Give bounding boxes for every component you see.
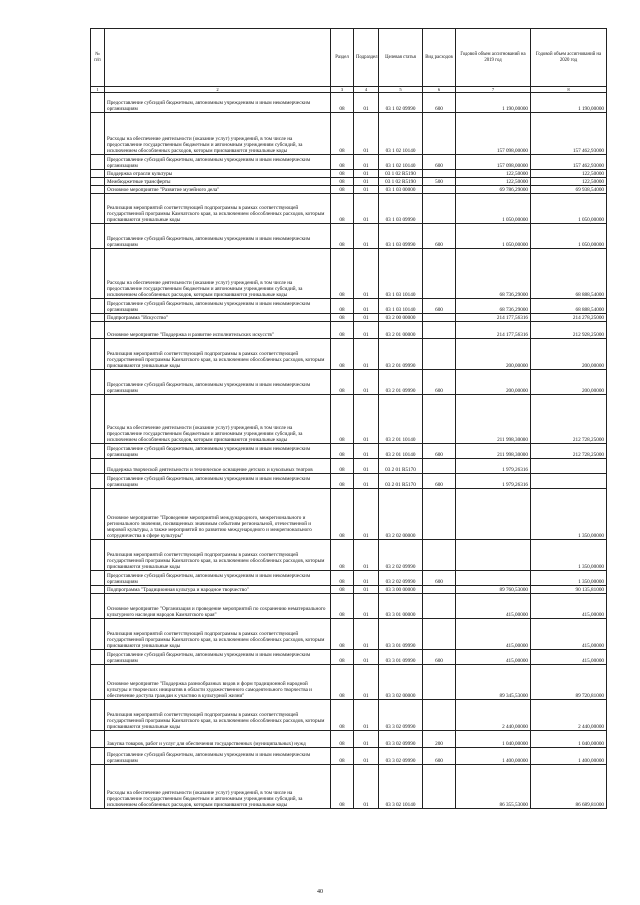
row-name-cell: Основное мероприятие "Поддержка разнообразных видов и форм традиционной народной культуры и творческих инициатив в области художественного самодеятельного творчества и обеспечение доступа граждан к участию в культурной жизни" xyxy=(105,665,331,700)
row-number-cell xyxy=(91,170,105,178)
header-volume-2019: Годовой объем ассигнований на 2019 год xyxy=(456,29,531,87)
row-number-cell xyxy=(91,322,105,339)
row-subsection-cell: 01 xyxy=(354,322,379,339)
row-section-cell: 08 xyxy=(331,93,354,113)
table-row xyxy=(91,765,607,809)
row-volume-2019-cell: 122,50000 xyxy=(456,178,531,186)
row-volume-2019-cell: 69 786,29000 xyxy=(456,186,531,194)
row-volume-2020-cell: 1 040,00000 xyxy=(531,731,607,748)
row-volume-2020-cell: 122,50000 xyxy=(531,170,607,178)
row-name-cell: Поддержка творческой деятельности и техническое оснащение детских и кукольных театров xyxy=(105,459,331,474)
row-target-article-cell: 03 1 02 R5190 xyxy=(379,178,423,186)
table-row xyxy=(91,194,607,224)
row-target-article-cell: 03 2 01 R5170 xyxy=(379,459,423,474)
row-section-cell: 08 xyxy=(331,571,354,586)
row-expense-type-cell xyxy=(423,700,456,731)
row-number-cell xyxy=(91,619,105,650)
row-expense-type-cell xyxy=(423,113,456,155)
row-volume-2019-cell: 415,00000 xyxy=(456,594,531,619)
row-expense-type-cell: 600 xyxy=(423,650,456,665)
row-subsection-cell: 01 xyxy=(354,178,379,186)
table-row xyxy=(91,459,607,474)
table-row xyxy=(91,665,607,700)
row-number-cell xyxy=(91,178,105,186)
row-number-cell xyxy=(91,665,105,700)
table-row xyxy=(91,224,607,249)
row-section-cell: 08 xyxy=(331,322,354,339)
row-volume-2020-cell: 212 728,25000 xyxy=(531,395,607,444)
row-target-article-cell: 03 1 02 R5190 xyxy=(379,170,423,178)
row-expense-type-cell xyxy=(423,194,456,224)
row-name-cell: Подпрограмма "Искусство" xyxy=(105,314,331,322)
row-target-article-cell: 03 3 02 10140 xyxy=(379,765,423,809)
row-target-article-cell: 03 3 01 09990 xyxy=(379,619,423,650)
row-subsection-cell: 01 xyxy=(354,586,379,594)
row-section-cell: 08 xyxy=(331,459,354,474)
row-volume-2020-cell: 1 400,00000 xyxy=(531,748,607,765)
row-subsection-cell: 01 xyxy=(354,459,379,474)
row-target-article-cell: 03 2 02 09990 xyxy=(379,540,423,571)
row-volume-2019-cell: 211 998,30000 xyxy=(456,444,531,459)
row-volume-2019-cell: 1 400,00000 xyxy=(456,748,531,765)
row-volume-2019-cell: 1 050,00000 xyxy=(456,224,531,249)
column-number: 3 xyxy=(331,87,354,93)
row-number-cell xyxy=(91,93,105,113)
table-row xyxy=(91,650,607,665)
row-expense-type-cell xyxy=(423,186,456,194)
row-expense-type-cell xyxy=(423,665,456,700)
row-volume-2019-cell: 1 040,00000 xyxy=(456,731,531,748)
row-name-cell: Расходы на обеспечение деятельности (оказание услуг) учреждений, в том числе на предоставление государственным бюджетным и автономным учреждениям субсидий, за исключением обособленных расходов, которым присваиваются уникальные коды xyxy=(105,249,331,299)
row-target-article-cell: 03 3 02 00000 xyxy=(379,665,423,700)
column-number: 7 xyxy=(456,87,531,93)
row-number-cell xyxy=(91,594,105,619)
column-number: 4 xyxy=(354,87,379,93)
row-section-cell: 08 xyxy=(331,395,354,444)
table-row xyxy=(91,170,607,178)
row-section-cell: 08 xyxy=(331,594,354,619)
row-expense-type-cell: 600 xyxy=(423,571,456,586)
column-number: 1 xyxy=(91,87,105,93)
row-target-article-cell: 03 1 03 09990 xyxy=(379,194,423,224)
row-volume-2020-cell: 214 278,25000 xyxy=(531,314,607,322)
row-volume-2019-cell xyxy=(456,489,531,540)
row-volume-2020-cell: 86 689,81000 xyxy=(531,765,607,809)
row-volume-2019-cell: 1 190,00000 xyxy=(456,93,531,113)
row-section-cell: 08 xyxy=(331,765,354,809)
row-volume-2020-cell: 212 928,25000 xyxy=(531,322,607,339)
row-subsection-cell: 01 xyxy=(354,748,379,765)
row-number-cell xyxy=(91,765,105,809)
row-section-cell: 08 xyxy=(331,194,354,224)
row-section-cell: 08 xyxy=(331,314,354,322)
row-number-cell xyxy=(91,444,105,459)
row-name-cell: Реализация мероприятий соответствующей подпрограммы в рамках соответствующей государственной программы Камчатского края, за исключением обособленных расходов, которым присваиваются уникальные коды xyxy=(105,194,331,224)
row-subsection-cell: 01 xyxy=(354,186,379,194)
header-target-article: Целевая статья xyxy=(379,29,423,87)
row-expense-type-cell xyxy=(423,765,456,809)
row-volume-2020-cell: 69 938,54000 xyxy=(531,186,607,194)
row-target-article-cell: 03 2 02 00000 xyxy=(379,489,423,540)
row-subsection-cell: 01 xyxy=(354,93,379,113)
row-subsection-cell: 01 xyxy=(354,665,379,700)
header-expense-type: Вид расходов xyxy=(423,29,456,87)
row-subsection-cell: 01 xyxy=(354,299,379,314)
row-target-article-cell: 03 3 02 09990 xyxy=(379,748,423,765)
table-row xyxy=(91,370,607,395)
row-volume-2019-cell: 86 355,53000 xyxy=(456,765,531,809)
row-expense-type-cell: 600 xyxy=(423,93,456,113)
row-expense-type-cell xyxy=(423,314,456,322)
header-subsection: Подраздел xyxy=(354,29,379,87)
row-volume-2019-cell: 122,50000 xyxy=(456,170,531,178)
row-subsection-cell: 01 xyxy=(354,155,379,170)
row-subsection-cell: 01 xyxy=(354,474,379,489)
header-name xyxy=(105,29,331,87)
table-row xyxy=(91,586,607,594)
row-section-cell: 08 xyxy=(331,178,354,186)
row-target-article-cell: 03 1 03 10140 xyxy=(379,249,423,299)
row-expense-type-cell xyxy=(423,489,456,540)
table-row xyxy=(91,186,607,194)
column-number: 6 xyxy=(423,87,456,93)
row-section-cell: 08 xyxy=(331,186,354,194)
row-target-article-cell: 03 3 01 09990 xyxy=(379,650,423,665)
table-row xyxy=(91,474,607,489)
row-number-cell xyxy=(91,700,105,731)
table-row xyxy=(91,540,607,571)
table-row xyxy=(91,155,607,170)
row-number-cell xyxy=(91,650,105,665)
row-section-cell: 08 xyxy=(331,665,354,700)
row-number-cell xyxy=(91,339,105,370)
row-target-article-cell: 03 3 00 00000 xyxy=(379,586,423,594)
row-subsection-cell: 01 xyxy=(354,370,379,395)
row-name-cell: Предоставление субсидий бюджетным, автономным учреждениям и иным некоммерческим организациям xyxy=(105,370,331,395)
row-section-cell: 08 xyxy=(331,650,354,665)
row-target-article-cell: 03 3 02 09990 xyxy=(379,700,423,731)
row-target-article-cell: 03 2 01 09990 xyxy=(379,370,423,395)
table-row xyxy=(91,619,607,650)
row-subsection-cell: 01 xyxy=(354,170,379,178)
row-name-cell: Предоставление субсидий бюджетным, автономным учреждениям и иным некоммерческим организациям xyxy=(105,748,331,765)
row-target-article-cell: 03 3 01 00000 xyxy=(379,594,423,619)
row-target-article-cell: 03 1 02 10140 xyxy=(379,113,423,155)
row-number-cell xyxy=(91,474,105,489)
row-name-cell: Реализация мероприятий соответствующей подпрограммы в рамках соответствующей государственной программы Камчатского края, за исключением обособленных расходов, которым присваиваются уникальные коды xyxy=(105,700,331,731)
row-number-cell xyxy=(91,731,105,748)
row-subsection-cell: 01 xyxy=(354,339,379,370)
table-row xyxy=(91,314,607,322)
row-volume-2019-cell: 89 760,53000 xyxy=(456,586,531,594)
row-number-cell xyxy=(91,299,105,314)
table-row xyxy=(91,322,607,339)
header-section: Раздел xyxy=(331,29,354,87)
row-section-cell: 08 xyxy=(331,170,354,178)
row-number-cell xyxy=(91,586,105,594)
row-target-article-cell: 03 1 02 10140 xyxy=(379,155,423,170)
row-volume-2019-cell: 200,00000 xyxy=(456,370,531,395)
row-volume-2019-cell: 200,00000 xyxy=(456,339,531,370)
row-subsection-cell: 01 xyxy=(354,731,379,748)
row-number-cell xyxy=(91,489,105,540)
row-number-cell xyxy=(91,395,105,444)
row-section-cell: 08 xyxy=(331,586,354,594)
row-section-cell: 08 xyxy=(331,619,354,650)
row-name-cell: Реализация мероприятий соответствующей подпрограммы в рамках соответствующей государственной программы Камчатского края, за исключением обособленных расходов, которым присваиваются уникальные коды xyxy=(105,339,331,370)
row-subsection-cell: 01 xyxy=(354,765,379,809)
row-volume-2020-cell: 1 050,00000 xyxy=(531,194,607,224)
row-section-cell: 08 xyxy=(331,700,354,731)
row-expense-type-cell xyxy=(423,395,456,444)
row-expense-type-cell: 600 xyxy=(423,370,456,395)
row-section-cell: 08 xyxy=(331,489,354,540)
row-volume-2019-cell: 1 979,26316 xyxy=(456,474,531,489)
row-subsection-cell: 01 xyxy=(354,700,379,731)
row-volume-2019-cell: 157 098,00000 xyxy=(456,155,531,170)
row-volume-2019-cell: 2 440,00000 xyxy=(456,700,531,731)
row-volume-2019-cell: 1 050,00000 xyxy=(456,194,531,224)
row-number-cell xyxy=(91,571,105,586)
row-volume-2019-cell: 157 098,00000 xyxy=(456,113,531,155)
row-volume-2019-cell xyxy=(456,540,531,571)
row-section-cell: 08 xyxy=(331,249,354,299)
row-name-cell: Предоставление субсидий бюджетным, автономным учреждениям и иным некоммерческим организациям xyxy=(105,650,331,665)
row-name-cell: Поддержка отрасли культуры xyxy=(105,170,331,178)
table-row xyxy=(91,748,607,765)
row-section-cell: 08 xyxy=(331,155,354,170)
row-number-cell xyxy=(91,155,105,170)
row-expense-type-cell: 500 xyxy=(423,178,456,186)
row-volume-2020-cell: 200,00000 xyxy=(531,370,607,395)
row-volume-2020-cell: 1 050,00000 xyxy=(531,224,607,249)
row-expense-type-cell xyxy=(423,322,456,339)
table-body xyxy=(91,93,607,809)
row-volume-2020-cell: 122,50000 xyxy=(531,178,607,186)
row-volume-2020-cell: 415,00000 xyxy=(531,594,607,619)
row-volume-2020-cell: 212 728,25000 xyxy=(531,444,607,459)
row-number-cell xyxy=(91,314,105,322)
row-volume-2019-cell: 68 736,29000 xyxy=(456,299,531,314)
row-section-cell: 08 xyxy=(331,370,354,395)
row-volume-2020-cell: 1 190,00000 xyxy=(531,93,607,113)
row-volume-2020-cell: 90 135,81000 xyxy=(531,586,607,594)
row-volume-2020-cell: 2 440,00000 xyxy=(531,700,607,731)
row-volume-2019-cell: 415,00000 xyxy=(456,650,531,665)
row-name-cell: Предоставление субсидий бюджетным, автономным учреждениям и иным некоммерческим организациям xyxy=(105,93,331,113)
budget-table xyxy=(90,28,607,809)
row-name-cell: Подпрограмма "Традиционная культура и народное творчество" xyxy=(105,586,331,594)
row-expense-type-cell: 600 xyxy=(423,224,456,249)
row-section-cell: 08 xyxy=(331,444,354,459)
row-expense-type-cell xyxy=(423,249,456,299)
row-number-cell xyxy=(91,186,105,194)
row-name-cell: Реализация мероприятий соответствующей подпрограммы в рамках соответствующей государственной программы Камчатского края, за исключением обособленных расходов, которым присваиваются уникальные коды xyxy=(105,540,331,571)
row-section-cell: 08 xyxy=(331,224,354,249)
table-row xyxy=(91,700,607,731)
row-number-cell xyxy=(91,113,105,155)
row-expense-type-cell: 600 xyxy=(423,748,456,765)
row-expense-type-cell xyxy=(423,459,456,474)
row-name-cell: Основное мероприятие "Организация и проведение мероприятий по сохранению нематериального культурного наследия народов Камчатского края" xyxy=(105,594,331,619)
row-expense-type-cell xyxy=(423,594,456,619)
row-name-cell: Расходы на обеспечение деятельности (оказание услуг) учреждений, в том числе на предоставление государственным бюджетным и автономным учреждениям субсидий, за исключением обособленных расходов, которым присваиваются уникальные коды xyxy=(105,765,331,809)
table-row xyxy=(91,93,607,113)
row-number-cell xyxy=(91,748,105,765)
row-volume-2019-cell: 89 345,53000 xyxy=(456,665,531,700)
row-section-cell: 08 xyxy=(331,540,354,571)
row-volume-2020-cell: 1 350,00000 xyxy=(531,571,607,586)
row-volume-2020-cell: 1 350,00000 xyxy=(531,540,607,571)
row-name-cell: Расходы на обеспечение деятельности (оказание услуг) учреждений, в том числе на предоставление государственным бюджетным и автономным учреждениям субсидий, за исключением обособленных расходов, которым присваиваются уникальные коды xyxy=(105,113,331,155)
row-target-article-cell: 03 1 03 09990 xyxy=(379,224,423,249)
row-volume-2020-cell: 415,00000 xyxy=(531,650,607,665)
table-row xyxy=(91,113,607,155)
row-target-article-cell: 03 1 03 10140 xyxy=(379,299,423,314)
row-subsection-cell: 01 xyxy=(354,194,379,224)
row-subsection-cell: 01 xyxy=(354,650,379,665)
row-name-cell: Межбюджетные трансферты xyxy=(105,178,331,186)
row-number-cell xyxy=(91,249,105,299)
row-subsection-cell: 01 xyxy=(354,571,379,586)
row-subsection-cell: 01 xyxy=(354,489,379,540)
table-header-row xyxy=(91,29,607,87)
column-number: 5 xyxy=(379,87,423,93)
row-expense-type-cell xyxy=(423,586,456,594)
row-number-cell xyxy=(91,194,105,224)
row-volume-2020-cell: 157 462,93000 xyxy=(531,113,607,155)
row-expense-type-cell: 600 xyxy=(423,444,456,459)
table-row xyxy=(91,571,607,586)
row-volume-2019-cell xyxy=(456,571,531,586)
row-volume-2020-cell: 68 888,54000 xyxy=(531,249,607,299)
row-volume-2020-cell: 1 350,00000 xyxy=(531,489,607,540)
row-expense-type-cell xyxy=(423,170,456,178)
row-name-cell: Предоставление субсидий бюджетным, автономным учреждениям и иным некоммерческим организациям xyxy=(105,155,331,170)
header-number: № п/п xyxy=(91,29,105,87)
row-name-cell: Основное мероприятие "Развитие музейного дела" xyxy=(105,186,331,194)
row-subsection-cell: 01 xyxy=(354,224,379,249)
row-name-cell: Предоставление субсидий бюджетным, автономным учреждениям и иным некоммерческим организациям xyxy=(105,224,331,249)
row-volume-2020-cell: 68 888,54000 xyxy=(531,299,607,314)
row-subsection-cell: 01 xyxy=(354,249,379,299)
row-volume-2019-cell: 68 736,29000 xyxy=(456,249,531,299)
row-volume-2020-cell xyxy=(531,474,607,489)
column-number: 8 xyxy=(531,87,607,93)
table-row xyxy=(91,178,607,186)
row-target-article-cell: 03 3 02 09990 xyxy=(379,731,423,748)
row-section-cell: 08 xyxy=(331,474,354,489)
row-section-cell: 08 xyxy=(331,731,354,748)
table-row xyxy=(91,249,607,299)
row-subsection-cell: 01 xyxy=(354,594,379,619)
table-row xyxy=(91,489,607,540)
row-expense-type-cell: 600 xyxy=(423,474,456,489)
row-name-cell: Предоставление субсидий бюджетным, автономным учреждениям и иным некоммерческим организациям xyxy=(105,571,331,586)
row-expense-type-cell: 600 xyxy=(423,299,456,314)
row-section-cell: 08 xyxy=(331,299,354,314)
row-expense-type-cell xyxy=(423,339,456,370)
row-subsection-cell: 01 xyxy=(354,444,379,459)
row-target-article-cell: 03 2 01 10140 xyxy=(379,444,423,459)
row-volume-2020-cell: 89 720,81000 xyxy=(531,665,607,700)
table-row xyxy=(91,299,607,314)
row-target-article-cell: 03 2 01 09990 xyxy=(379,339,423,370)
row-volume-2020-cell xyxy=(531,459,607,474)
row-name-cell: Предоставление субсидий бюджетным, автономным учреждениям и иным некоммерческим организациям xyxy=(105,444,331,459)
row-section-cell: 08 xyxy=(331,339,354,370)
row-volume-2020-cell: 157 462,93000 xyxy=(531,155,607,170)
table-row xyxy=(91,444,607,459)
table-row xyxy=(91,731,607,748)
row-section-cell: 08 xyxy=(331,748,354,765)
page-number: 40 xyxy=(317,889,323,895)
row-volume-2020-cell: 200,00000 xyxy=(531,339,607,370)
row-target-article-cell: 03 2 01 10140 xyxy=(379,395,423,444)
row-name-cell: Основное мероприятие "Проведение мероприятий международного, межрегионального и регионального значения, посвященных значимым событиям региональной, отечественной и мировой культуры, а также мероприятий по развитию международного и межрегионального сотрудничества в сфере культуры" xyxy=(105,489,331,540)
row-subsection-cell: 01 xyxy=(354,314,379,322)
row-volume-2019-cell: 415,00000 xyxy=(456,619,531,650)
row-name-cell: Предоставление субсидий бюджетным, автономным учреждениям и иным некоммерческим организациям xyxy=(105,299,331,314)
row-target-article-cell: 03 1 02 09990 xyxy=(379,93,423,113)
row-name-cell: Закупка товаров, работ и услуг для обеспечения государственных (муниципальных) нужд xyxy=(105,731,331,748)
row-name-cell: Предоставление субсидий бюджетным, автономным учреждениям и иным некоммерческим организациям xyxy=(105,474,331,489)
row-number-cell xyxy=(91,224,105,249)
row-name-cell: Основное мероприятие "Поддержка и развитие исполнительских искусств" xyxy=(105,322,331,339)
row-name-cell: Реализация мероприятий соответствующей подпрограммы в рамках соответствующей государственной программы Камчатского края, за исключением обособленных расходов, которым присваиваются уникальные коды xyxy=(105,619,331,650)
row-volume-2020-cell: 415,00000 xyxy=(531,619,607,650)
row-volume-2019-cell: 1 979,26316 xyxy=(456,459,531,474)
row-section-cell: 08 xyxy=(331,113,354,155)
row-target-article-cell: 03 2 01 00000 xyxy=(379,322,423,339)
row-subsection-cell: 01 xyxy=(354,540,379,571)
table-row xyxy=(91,594,607,619)
row-number-cell xyxy=(91,370,105,395)
header-volume-2020: Годовой объем ассигнований на 2020 год xyxy=(531,29,607,87)
table-row xyxy=(91,339,607,370)
row-target-article-cell: 03 1 03 00000 xyxy=(379,186,423,194)
row-name-cell: Расходы на обеспечение деятельности (оказание услуг) учреждений, в том числе на предоставление государственным бюджетным и автономным учреждениям субсидий, за исключением обособленных расходов, которым присваиваются уникальные коды xyxy=(105,395,331,444)
row-expense-type-cell: 200 xyxy=(423,731,456,748)
row-target-article-cell: 03 2 02 09990 xyxy=(379,571,423,586)
column-number: 2 xyxy=(105,87,331,93)
row-expense-type-cell: 600 xyxy=(423,155,456,170)
row-expense-type-cell xyxy=(423,540,456,571)
row-volume-2019-cell: 214 177,56316 xyxy=(456,322,531,339)
row-subsection-cell: 01 xyxy=(354,113,379,155)
row-volume-2019-cell: 211 998,30000 xyxy=(456,395,531,444)
table-row xyxy=(91,395,607,444)
row-number-cell xyxy=(91,459,105,474)
row-subsection-cell: 01 xyxy=(354,619,379,650)
row-target-article-cell: 03 2 00 00000 xyxy=(379,314,423,322)
row-volume-2019-cell: 214 177,56316 xyxy=(456,314,531,322)
row-subsection-cell: 01 xyxy=(354,395,379,444)
row-expense-type-cell xyxy=(423,619,456,650)
row-number-cell xyxy=(91,540,105,571)
row-target-article-cell: 03 2 01 R5170 xyxy=(379,474,423,489)
